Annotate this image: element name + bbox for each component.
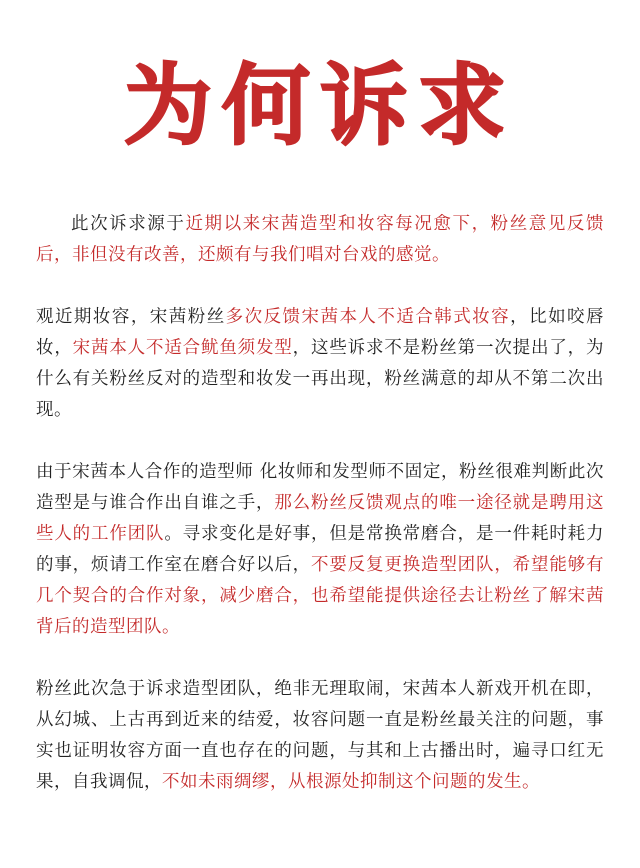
paragraph-3-highlight-b: 不要反复更换造型团队，希望能够有几个契合的合作对象，减少磨合，也希望能提供途径去让粉丝了解宋茜背后的造型团队。	[36, 555, 604, 637]
paragraph-2-text-b: ，比如咬唇妆，	[36, 307, 605, 358]
paragraph-2-text-c: ，这些诉求不是粉丝第一次提出了，为什么有关粉丝反对的造型和妆发一再出现，粉丝满意的却从不第二次出现。	[36, 338, 605, 420]
paragraph-2	[36, 302, 604, 426]
paragraph-3-text-a: 由于宋茜本人合作的造型师 化妆师和发型师不固定，粉丝很难判断此次造型是与谁合作出自谁之手，	[36, 462, 604, 513]
paragraph-4	[36, 674, 604, 798]
paragraph-3-highlight-a: 那么粉丝反馈观点的唯一途径就是聘用这些人的工作团队	[36, 493, 605, 544]
paragraph-2-text-a: 观近期妆容，宋茜粉丝	[36, 307, 226, 327]
paragraph-1	[36, 209, 604, 271]
paragraph-4-text: 粉丝此次急于诉求造型团队，绝非无理取闹，宋茜本人新戏开机在即，从幻城、上古再到近来的结爱，妆容问题一直是粉丝最关注的问题，事实也证明妆容方面一直也存在的问题，与其和上古播出时，遍寻口红无果，自我调侃，	[36, 679, 604, 792]
paragraph-1-text: 此次诉求源于	[71, 214, 186, 234]
paragraph-2-highlight-a: 多次反馈宋茜本人不适合韩式妆容	[225, 307, 511, 327]
paragraph-2-highlight-b: 宋茜本人不适合鱿鱼须发型	[72, 338, 293, 358]
paragraph-1-highlight: 近期以来宋茜造型和妆容每况愈下，粉丝意见反馈后，非但没有改善，还颇有与我们唱对台戏的感觉。	[36, 214, 605, 265]
paragraph-4-highlight: 不如未雨绸缪，从根源处抑制这个问题的发生。	[162, 772, 540, 792]
article-title: 为何诉求	[123, 54, 516, 157]
paragraph-3-text-b: 。寻求变化是好事，但是常换常磨合，是一件耗时耗力的事，烦请工作室在磨合好以后，	[36, 524, 605, 575]
paragraph-3	[36, 457, 604, 643]
